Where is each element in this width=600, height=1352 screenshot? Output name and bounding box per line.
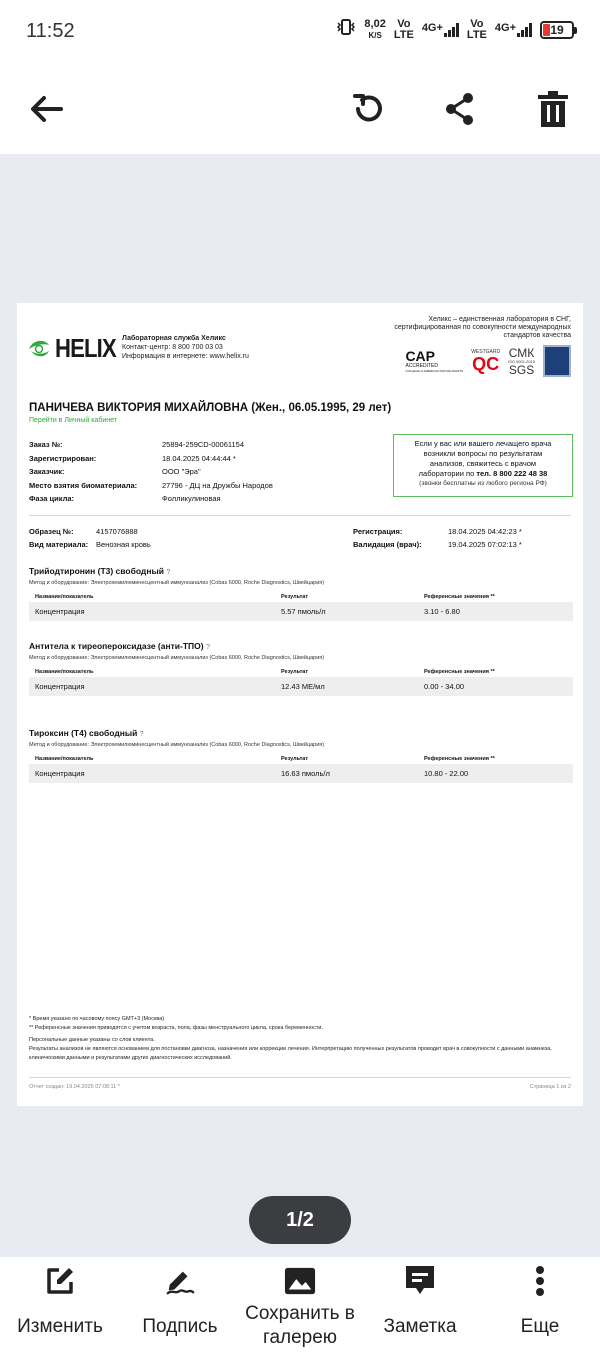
status-icons [336, 18, 574, 41]
cap-sub: ACCREDITED [405, 362, 438, 369]
sim2-vo: Vo [470, 17, 484, 30]
cap-label: CAP [405, 347, 435, 364]
test-title-text: Тироксин (Т4) свободный [29, 728, 138, 738]
test-result: 5.57 пмоль/л [281, 607, 326, 616]
smk-label: СМК [508, 345, 535, 360]
help-icon[interactable]: ? [205, 644, 210, 651]
test-title [29, 728, 573, 738]
test-result: 16.63 пмоль/л [281, 769, 330, 778]
validation-value: 19.04.2025 07:02:13 * [448, 540, 522, 549]
order-value: 25894-259CD-00061154 [162, 440, 245, 449]
trash-icon [536, 90, 570, 128]
status-bar [0, 0, 600, 64]
more-label: Еще [520, 1316, 560, 1337]
personal-cabinet-link[interactable]: Перейти в Личный кабинет [29, 417, 118, 424]
footnote: Результаты анализов не являются основанием для постановки диагноза, назначения или коррекции лечения. Интерпретацию полученных результатов проводит врач в совокупности с данными анамнеза, клиническими данными и результатами других диагностических исследований. [29, 1046, 552, 1061]
test-result: 12.43 МЕ/мл [281, 682, 325, 691]
test-title [29, 641, 573, 651]
lab-contact: Контакт-центр: 8 800 700 03 03 [122, 344, 223, 351]
edit-icon [44, 1265, 76, 1297]
sign-button[interactable] [120, 1257, 240, 1352]
patient-name: ПАНИЧЕВА ВИКТОРИЯ МИХАЙЛОВНА (Жен., 06.05.1995, 29 лет) [29, 402, 392, 414]
sign-label: Подпись [142, 1316, 218, 1337]
dates-info [353, 525, 522, 551]
sim1-signal-icon [422, 23, 459, 37]
divider [29, 515, 571, 516]
order-value: ООО "Эра" [162, 467, 201, 476]
col-name: Название/показатель [35, 669, 94, 675]
image-icon [284, 1265, 316, 1297]
qc-label: QC [472, 354, 500, 374]
westgard-label: WESTGARD [471, 349, 501, 355]
callbox-note: (звонки бесплатны из любого региона РФ) [419, 480, 547, 487]
callbox-line: Если у вас или вашего лечащего врача [414, 439, 552, 448]
app-bar [0, 64, 600, 154]
bottom-toolbar [0, 1257, 600, 1352]
order-row [29, 479, 273, 493]
material-label: Вид материала: [29, 540, 89, 549]
certificate-badge-icon [543, 345, 571, 377]
test-block [29, 728, 573, 783]
registration-label: Регистрация: [353, 527, 403, 536]
footnote: * Время указано по часовому поясу GMT+3 (Москва) [29, 1016, 165, 1022]
save-to-gallery-button[interactable] [240, 1257, 360, 1352]
test-header [29, 667, 573, 677]
report-created: Отчет создан: 19.04.2025 07:08:11 * [29, 1084, 120, 1090]
sim1-net: 4G+ [421, 21, 443, 34]
helix-logo-icon [27, 337, 51, 361]
test-method: Метод и оборудование: Электрохемилюминесцентный иммуноанализ (Cobas 6000, Roche Diagnostics, Швейцария) [29, 742, 325, 748]
sim2-lte: LTE [466, 28, 487, 41]
sim2-net: 4G+ [494, 21, 516, 34]
validation-row [353, 538, 522, 551]
callbox-phone[interactable]: тел. 8 800 222 48 38 [476, 469, 548, 478]
callbox-line: анализов, свяжитесь с врачом [429, 459, 537, 468]
logo-text: HELIX [55, 333, 116, 363]
back-button[interactable] [21, 84, 71, 134]
order-row [29, 438, 273, 452]
col-name: Название/показатель [35, 756, 94, 762]
smk-sub: ISO 9001:2015 [508, 358, 535, 364]
help-icon[interactable]: ? [139, 731, 144, 738]
order-row [29, 452, 273, 466]
order-label: Зарегистрирован: [29, 453, 97, 463]
test-block [29, 566, 573, 621]
sim2-volte [467, 19, 487, 41]
callbox-line: возникли вопросы по результатам [423, 449, 543, 458]
test-reference: 3.10 - 6.80 [424, 607, 460, 616]
test-reference: 0.00 - 34.00 [424, 682, 465, 691]
col-reference: Референсные значения ** [424, 756, 495, 762]
registration-row [353, 525, 522, 538]
lab-web: Информация в интернете: www.helix.ru [122, 353, 249, 360]
smk-cert [508, 347, 535, 376]
network-speed [364, 19, 385, 41]
note-button[interactable] [360, 1257, 480, 1352]
test-reference: 10.80 - 22.00 [424, 769, 469, 778]
order-label: Место взятия биоматериала: [29, 480, 138, 490]
order-info [29, 438, 273, 506]
validation-label: Валидация (врач): [353, 540, 422, 549]
footnote: ** Референсные значения приводятся с учетом возраста, пола, фазы менструального цикла, срока беременности. [29, 1025, 324, 1031]
sample-info [29, 525, 151, 551]
sim1-lte: LTE [393, 28, 414, 41]
share-button[interactable] [435, 84, 485, 134]
sample-value: 4157076888 [96, 527, 138, 536]
page-indicator: 1/2 [249, 1196, 351, 1244]
footnotes [29, 1015, 573, 1063]
edit-button[interactable] [0, 1257, 120, 1352]
test-header [29, 592, 573, 602]
delete-button[interactable] [528, 84, 578, 134]
battery-level: 19 [550, 22, 564, 37]
signature-icon [164, 1265, 196, 1297]
more-vertical-icon [524, 1265, 556, 1297]
sim1-volte [394, 19, 414, 41]
lab-name: Лабораторная служба Хеликс [122, 335, 226, 342]
speed-unit: K/S [368, 30, 382, 40]
note-label: Заметка [383, 1316, 457, 1337]
save-label-line2: галерею [262, 1327, 338, 1348]
rotate-icon [350, 91, 386, 127]
test-row [29, 764, 573, 783]
sample-row [29, 525, 151, 538]
order-label: Заказчик: [29, 467, 65, 476]
edit-label: Изменить [17, 1316, 103, 1337]
save-label-line1: Сохранить в [245, 1303, 355, 1324]
divider [29, 1077, 571, 1078]
page-footer [29, 1084, 571, 1090]
document-page[interactable] [17, 303, 583, 1106]
test-title-text: Антитела к тиреопероксидазе (анти-ТПО) [29, 641, 204, 651]
battery-icon [540, 21, 574, 39]
test-name: Концентрация [35, 607, 85, 616]
test-method: Метод и оборудование: Электрохемилюминесцентный иммуноанализ (Cobas 6000, Roche Diagnostics, Швейцария) [29, 655, 325, 661]
col-result: Результат [281, 756, 309, 762]
order-row [29, 492, 273, 506]
arrow-left-icon [28, 94, 64, 124]
test-row [29, 677, 573, 696]
test-title-text: Трийодтиронин (Т3) свободный [29, 566, 164, 576]
footnote: Персональные данные указаны со слов клиента. [29, 1037, 155, 1043]
callbox-prefix: лаборатории по [418, 469, 477, 478]
col-reference: Референсные значения ** [424, 594, 495, 600]
lab-tagline: Хеликс – единственная лаборатория в СНГ, сертифицированная по совокупности международных стандартов качества [394, 316, 571, 339]
material-value: Венозная кровь [96, 540, 151, 549]
order-value: 18.04.2025 04:44:44 * [162, 453, 236, 463]
order-label: Фаза цикла: [29, 494, 75, 503]
cap-cert [405, 347, 464, 373]
note-icon [404, 1265, 436, 1297]
col-name: Название/показатель [35, 594, 94, 600]
sim1-vo: Vo [397, 17, 411, 30]
col-reference: Референсные значения ** [424, 669, 495, 675]
doctor-contact-box [393, 434, 573, 497]
test-title [29, 566, 573, 576]
test-name: Концентрация [35, 682, 85, 691]
registration-value: 18.04.2025 04:42:23 * [448, 527, 522, 536]
cap-sub2: COLLEGE of AMERICAN PATHOLOGISTS [405, 368, 464, 373]
test-method: Метод и оборудование: Электрохемилюминесцентный иммуноанализ (Cobas 6000, Roche Diagnostics, Швейцария) [29, 580, 325, 586]
order-value: Фолликулиновая [162, 494, 221, 503]
callbox-phone-line [394, 469, 572, 479]
order-value: 27796 - ДЦ на Дружбы Народов [162, 480, 273, 490]
status-time: 11:52 [26, 20, 75, 42]
col-result: Результат [281, 669, 309, 675]
sgs-label: SGS [508, 362, 535, 377]
sample-label: Образец №: [29, 527, 74, 536]
material-row [29, 538, 151, 551]
more-button[interactable] [480, 1257, 600, 1352]
lab-info [122, 334, 249, 361]
speed-value: 8,02 [364, 17, 386, 30]
helix-logo [27, 333, 127, 364]
page-number: Страница 1 из 2 [529, 1084, 571, 1090]
westgard-qc-cert [471, 349, 500, 373]
help-icon[interactable]: ? [166, 569, 171, 576]
order-row [29, 465, 273, 479]
rotate-button[interactable] [343, 84, 393, 134]
test-header [29, 754, 573, 764]
col-result: Результат [281, 594, 309, 600]
order-label: Заказ №: [29, 440, 63, 449]
test-name: Концентрация [35, 769, 85, 778]
share-icon [442, 91, 478, 127]
test-block [29, 641, 573, 696]
vibrate-icon [336, 18, 356, 41]
test-row [29, 602, 573, 621]
sim2-signal-icon [495, 23, 532, 37]
certificates [405, 345, 571, 377]
